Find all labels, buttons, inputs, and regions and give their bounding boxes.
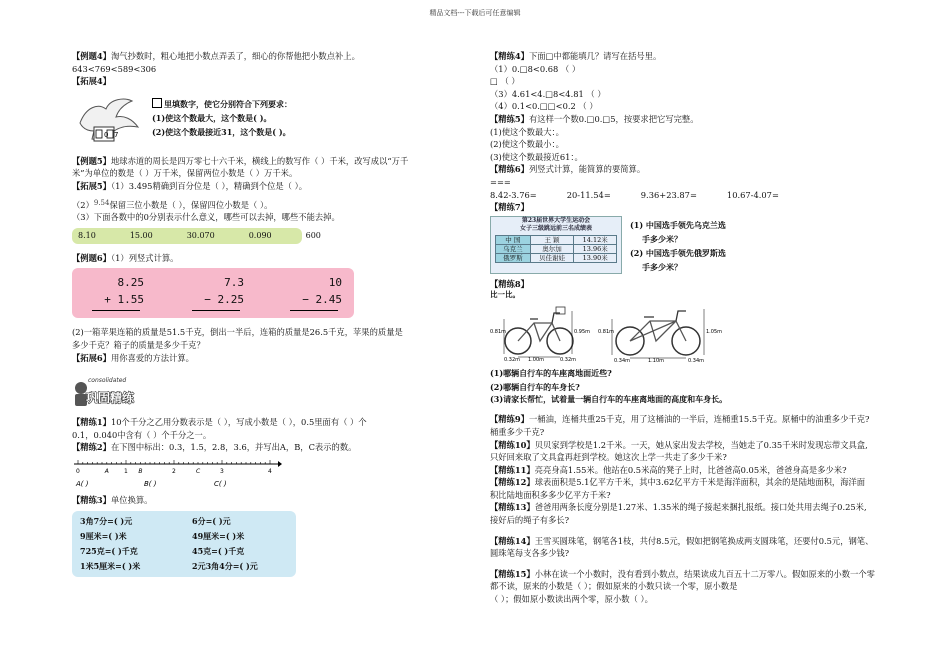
bicycles-figure (490, 301, 740, 381)
practice-1: 【精练1】10个千分之乙用分数表示是（ ），写成小数是（ ），0.5里面有（ ）个 (72, 417, 367, 428)
practice-5-2: (2)使这个数最小：。 (490, 139, 564, 150)
calc-item: 20-11.54= (566, 189, 611, 200)
expand-5: 【拓展5】（1）3.495精确到百分位是（ ），精确到个位是（ ）。 (72, 180, 308, 191)
table-row: 中 国 王 颖 14.12米 (496, 235, 617, 244)
conversion-item: 6分=( )元 (192, 515, 231, 526)
calc-item: 9.36+23.87= (640, 189, 697, 200)
bike2-seat-height: 0.81m (598, 329, 615, 336)
vertical-calc-2: 7.3 − 2.25 (184, 274, 244, 308)
unit-conversion-box (72, 511, 296, 577)
number-item: 0.090 (248, 230, 272, 240)
bike1-rear-overhang: 0.32m (504, 357, 521, 364)
practice-12: 【精练12】球表面积是5.1亿平方千米，其中3.62亿平方千米是海洋面积，其余的是陆地面积，海洋面 (490, 477, 866, 488)
practice-4: 【精练4】下面□中都能填几？请写在括号里。 (490, 51, 662, 61)
card-digit-0: 0 (104, 130, 109, 139)
triple-jump-figure (490, 216, 726, 272)
conversion-right (192, 515, 258, 572)
conversion-item: 2元3角4分=( )元 (192, 560, 258, 571)
conversion-item: 725克=( )千克 (80, 545, 138, 556)
bike2-handle-height: 1.05m (706, 329, 723, 336)
logo-english-text: consolidated (88, 377, 127, 385)
number-line-label: 2 (172, 467, 176, 475)
bike1-wheelbase: 1.00m (528, 357, 545, 364)
practice-5-1: (1)使这个数最大：。 (490, 126, 564, 137)
practice-4-1: （1）0.□8<0.68 （ ） (490, 63, 581, 74)
practice-14: 【精练14】王雪买圆珠笔，钢笔各1枝，共付8.5元，假如把钢笔换成两支圆珠笔，还要付0.5元，钢笔、 (490, 535, 874, 546)
practice-8-questions: (1)哪辆自行车的车座离地面近些? (490, 367, 612, 378)
practice-8-title: 【精练8】 (490, 278, 529, 289)
number-line-label: 0 (76, 467, 80, 475)
practice-14-line-2: 圆珠笔每支各多少钱? (490, 548, 570, 559)
dove-card-icon (72, 93, 144, 147)
card-digit-7: 7 (114, 130, 119, 139)
number-line-label: B (138, 467, 143, 475)
practice-13: 【精练13】爸爸用两条长度分别是1.27米、1.35米的绳子接起来捆扎报纸。接口处共用去绳子0.25米, (490, 502, 867, 513)
calc-line (92, 310, 140, 311)
expand-4-figure (72, 91, 312, 149)
expand-4-text: 里填数字，使它分别符合下列要求： (1)使这个数最大，这个数是( )。 (2)使这个数最接近31，这个数是( )。 (152, 98, 292, 137)
practice-8-questions-2: (2)哪辆自行车的车身长? (3)请家长帮忙，试着量一辆自行车的车座离地面的高度和车身长。 (490, 382, 728, 405)
example-4: 【例题4】淘气抄数时，粗心地把小数点弄丢了，细心的你帮他把小数点补上。 (72, 51, 360, 61)
square-icon (152, 98, 162, 108)
practice-15-line-2: 都不读，原来的小数是（ ）；假如原来的小数只读一个零，原小数是 (490, 581, 738, 592)
practice-13-line-2: 接好后的绳子有多长? (490, 515, 570, 526)
bike2-rear-overhang: 0.34m (614, 358, 631, 364)
table-row: 俄罗斯 贝佳谢娃 13.90米 (496, 253, 617, 262)
table-row: 乌克兰 奥尔加 13.96米 (496, 244, 617, 253)
practice-4-4: （4）0.1<0.□□<0.2 （ ） (490, 101, 598, 112)
bike1-seat-height: 0.81m (490, 329, 507, 336)
calc-item: 10.67-4.07= (726, 189, 779, 200)
conversion-item: 9厘米=( )米 (80, 530, 127, 541)
conversion-item: 45克=( )千克 (192, 545, 245, 556)
practice-3: 【精练3】单位换算。 (72, 494, 153, 505)
practice-5-3: (3)使这个数最接近61：。 (490, 151, 583, 162)
practice-2: 【精练2】在下图中标出：0.3，1.5，2.8，3.6，并写出A，B，C表示的数。 (72, 442, 357, 453)
conversion-item: 3角7分=( )元 (80, 515, 133, 526)
practice-10: 【精练10】贝贝家到学校是1.2千米。一天，她从家出发去学校，当她走了0.35千米时发现忘带文具盒, (490, 439, 868, 450)
example-6-2-line-2: 多少千克？箱子的质量是多少千克？ (72, 339, 205, 350)
bike2-front-overhang: 0.34m (688, 358, 705, 364)
number-line-label: 3 (220, 467, 224, 475)
number-line (72, 456, 282, 490)
expand-6: 【拓展6】用你喜爱的方法计算。 (72, 352, 194, 363)
practice-10-line-2: 只好回来取了文具盒再赶到学校。她这次上学一共走了多少千米? (490, 452, 727, 463)
expand-5-2: $(2)^{9.54}$保留三位小数是（ ），保留四位小数是（ ）。 (72, 198, 273, 210)
triple-jump-table: 第23届世界大学生运动会 女子三级跳远前三名成绩表 中 国 王 颖 14.12米 乌克兰 奥尔加 13.96米 俄罗斯 贝佳谢娃 13.90米 (490, 216, 622, 274)
practice-7-title: 【精练7】 (490, 202, 529, 213)
example-5: 【例题5】地球赤道的周长是四万零七十六千米，横线上的数写作（ ）千米，改写成以“万千 (72, 155, 409, 166)
calc-item: 8.42-3.76= (490, 189, 537, 200)
bike1-front-overhang: 0.32m (560, 357, 577, 364)
expand-4-title: 【拓展4】 (72, 76, 111, 87)
number-line-figure (72, 456, 282, 490)
practice-9: 【精练9】一桶油，连桶共重25千克，用了这桶油的一半后，连桶重15.5千克。原桶中的油重多少千克? (490, 414, 870, 425)
practice-1-line-2: 0.1，0.040中含有（ ）个千分之一。 (72, 429, 212, 440)
number-item: 600 (305, 230, 321, 240)
conversion-item: 1米5厘米=( )米 (80, 560, 141, 571)
practice-11: 【精练11】亮亮身高1.55米。他站在0.5米高的凳子上时，比爸爸高0.05米，爸爸身高是多少米? (490, 464, 847, 475)
calc-line (290, 310, 338, 311)
zero-meaning-numbers (72, 228, 321, 244)
practice-4-2: □ （ ） (490, 76, 520, 87)
number-line-label: C (196, 467, 201, 475)
vertical-calc-1: 8.25 + 1.55 (84, 274, 144, 308)
results-table (495, 235, 617, 263)
number-line-label: A (104, 467, 109, 475)
left-column (72, 50, 466, 577)
example-4-numbers: 643<769<589<306 (72, 63, 157, 74)
example-5-line-2: 米”为单位的数是（ ）万千米，保留两位小数是（ ）万千米。 (72, 168, 298, 179)
example-6-2: (2)一箱苹果连箱的质量是51.5千克，倒出一半后，连箱的质量是26.5千克，苹果的质量是 (72, 327, 403, 338)
bike2-wheelbase: 1.10m (648, 358, 665, 364)
number-item: 30.070 (186, 230, 215, 240)
number-item: 15.00 (129, 230, 153, 240)
consolidated-logo (72, 370, 152, 410)
expand-5-number: 9.54 (93, 198, 110, 207)
bike1-handle-height: 0.95m (574, 329, 591, 336)
calc-line (192, 310, 240, 311)
number-line-label: 4 (268, 467, 272, 475)
practice-12-line-2: 积比陆地面积多多少亿平方千米? (490, 489, 611, 500)
example-6: 【例题6】（1）列竖式计算。 (72, 252, 179, 263)
practice-6-calculations (490, 189, 882, 202)
number-line-answer: B( ) (144, 479, 157, 488)
practice-4-3: （3）4.61<4.□8<4.81 （ ） (490, 88, 606, 99)
practice-9-line-2: 桶重多少千克? (490, 426, 545, 437)
practice-6-separator: === (490, 176, 511, 187)
practice-8-subtitle: 比一比。 (490, 290, 520, 300)
student-logo-icon (72, 370, 152, 410)
number-line-label: 1 (124, 467, 128, 475)
page-header: 精品文档---下载后可任意编辑 (429, 9, 521, 17)
right-column (490, 50, 882, 606)
number-line-answer: C( ) (214, 479, 227, 488)
conversion-left (80, 515, 140, 572)
practice-5: 【精练5】有这样一个数0.□0.□5，按要求把它写完整。 (490, 113, 699, 124)
practice-7-questions: (1) 中国选手领先乌克兰选 手多少米？ (2) 中国选手领先俄罗斯选 手多少米？ (630, 219, 726, 272)
practice-6: 【精练6】列竖式计算，能简算的要简算。 (490, 164, 646, 175)
practice-15-line-3: （ ）；假如原小数读出两个零，原小数（ ）。 (490, 594, 653, 605)
vertical-calc-3: 10 − 2.45 (282, 274, 342, 308)
number-line-answer: A( ) (76, 479, 89, 488)
bicycles-icon (490, 301, 740, 363)
vertical-calculation-box (72, 268, 354, 318)
conversion-item: 49厘米=( )米 (192, 530, 245, 541)
number-item: 8.10 (78, 230, 96, 240)
logo-chinese-text: 巩固精练 (86, 391, 135, 406)
expand-5-3: （3）下面各数中的0分别表示什么意义，哪些可以去掉，哪些不能去掉。 (72, 212, 340, 223)
practice-15: 【精练15】小林在读一个小数时，没有看到小数点，结果读成九百五十二万零八。假如原来的小数一个零 (490, 568, 875, 579)
